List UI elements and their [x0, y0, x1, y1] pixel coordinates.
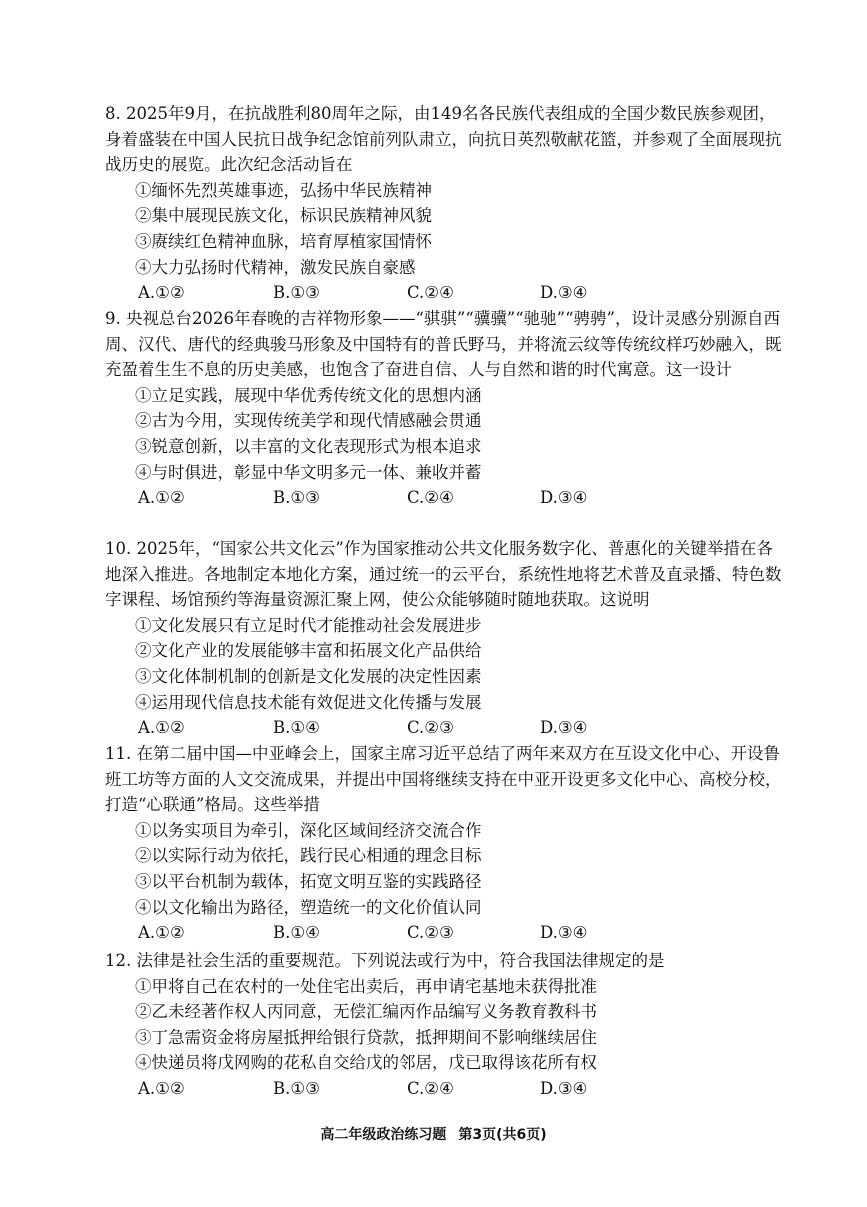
footer-page-number: 第3页(共6页) — [458, 1127, 547, 1143]
choice-b[interactable]: B.①④ — [273, 718, 320, 738]
statement-2: ②乙未经著作权人丙同意，无偿汇编丙作品编写义务教育教科书 — [135, 1002, 597, 1022]
question-stem: 9. 央视总台2026年春晚的吉祥物形象——“骐骐”“骥骥”“驰驰”“骋骋”，设计灵感分别源自西周、汉代、唐代的经典骏马形象及中国特有的普氏野马，并将流云纹等传统纹样巧妙融入，既充盈着生生不息的历史美感，也饱含了奋进自信、人与自然和谐的时代寓意。这一设计 — [105, 309, 782, 380]
choice-d[interactable]: D.③④ — [540, 488, 588, 508]
statement-4: ④与时俱进，彰显中华文明多元一体、兼收并蓄 — [135, 462, 482, 482]
statement-4: ④快递员将戊网购的花私自交给戊的邻居，戊已取得该花所有权 — [135, 1053, 597, 1073]
question-stem: 12. 法律是社会生活的重要规范。下列说法或行为中，符合我国法律规定的是 — [105, 951, 665, 970]
statement-2: ②古为今用，实现传统美学和现代情感融会贯通 — [135, 411, 482, 431]
question-10 — [105, 536, 785, 741]
question-12 — [105, 948, 785, 1102]
choice-b[interactable]: B.①③ — [273, 283, 320, 303]
statement-2: ②以实际行动为依托，践行民心相通的理念目标 — [135, 846, 482, 866]
statement-3: ③赓续红色精神血脉，培育厚植家国情怀 — [135, 231, 432, 251]
choice-c[interactable]: C.②③ — [407, 923, 454, 943]
statement-1: ①立足实践，展现中华优秀传统文化的思想内涵 — [135, 385, 482, 405]
statement-2: ②集中展现民族文化，标识民族精神风貌 — [135, 206, 432, 226]
choice-d[interactable]: D.③④ — [540, 923, 588, 943]
choice-d[interactable]: D.③④ — [540, 1078, 588, 1098]
statement-1: ①甲将自己在农村的一处住宅出卖后，再申请宅基地未获得批准 — [135, 976, 597, 996]
statement-3: ③以平台机制为载体，拓宽文明互鉴的实践路径 — [135, 871, 482, 891]
choice-c[interactable]: C.②③ — [407, 718, 454, 738]
statement-3: ③文化体制机制的创新是文化发展的决定性因素 — [135, 666, 482, 686]
statement-4: ④以文化输出为路径，塑造统一的文化价值认同 — [135, 897, 482, 917]
choice-a[interactable]: A.①② — [138, 1078, 185, 1098]
choice-a[interactable]: A.①② — [138, 718, 185, 738]
choice-row — [105, 1076, 785, 1102]
question-stem: 11. 在第二届中国—中亚峰会上，国家主席习近平总结了两年来双方在互设文化中心、开设鲁班工坊等方面的人文交流成果，并提出中国将继续支持在中亚开设更多文化中心、高校分校，打造“心联通”格局。这些举措 — [105, 744, 782, 815]
choice-a[interactable]: A.①② — [138, 923, 185, 943]
choice-c[interactable]: C.②④ — [407, 1078, 454, 1098]
question-11 — [105, 741, 785, 946]
choice-d[interactable]: D.③④ — [540, 718, 588, 738]
question-stem: 10. 2025年，“国家公共文化云”作为国家推动公共文化服务数字化、普惠化的关键举措在各地深入推进。各地制定本地化方案，通过统一的云平台，系统性地将艺术普及直录播、特色数字课程、场馆预约等海量资源汇聚上网，使公众能够随时随地获取。这说明 — [105, 539, 782, 610]
choice-b[interactable]: B.①③ — [273, 1078, 320, 1098]
question-8 — [105, 101, 785, 306]
choice-row — [105, 280, 785, 306]
statement-3: ③锐意创新，以丰富的文化表现形式为根本追求 — [135, 436, 482, 456]
choice-row — [105, 715, 785, 741]
choice-d[interactable]: D.③④ — [540, 283, 588, 303]
choice-a[interactable]: A.①② — [138, 488, 185, 508]
statement-1: ①缅怀先烈英雄事迹，弘扬中华民族精神 — [135, 180, 432, 200]
choice-a[interactable]: A.①② — [138, 283, 185, 303]
page-footer — [0, 1124, 867, 1144]
choice-b[interactable]: B.①③ — [273, 488, 320, 508]
choice-c[interactable]: C.②④ — [407, 283, 454, 303]
question-9 — [105, 306, 785, 511]
statement-4: ④运用现代信息技术能有效促进文化传播与发展 — [135, 692, 482, 712]
choice-row — [105, 485, 785, 511]
statement-1: ①以务实项目为牵引，深化区域间经济交流合作 — [135, 820, 482, 840]
footer-title: 高二年级政治练习题 — [320, 1127, 447, 1143]
statement-1: ①文化发展只有立足时代才能推动社会发展进步 — [135, 615, 482, 635]
question-stem: 8. 2025年9月，在抗战胜利80周年之际，由149名各民族代表组成的全国少数民族参观团，身着盛装在中国人民抗日战争纪念馆前列队肃立，向抗日英烈敬献花篮，并参观了全面展现抗战历史的展览。此次纪念活动旨在 — [105, 104, 782, 175]
choice-c[interactable]: C.②④ — [407, 488, 454, 508]
statement-3: ③丁急需资金将房屋抵押给银行贷款，抵押期间不影响继续居住 — [135, 1027, 597, 1047]
statement-4: ④大力弘扬时代精神，激发民族自豪感 — [135, 257, 416, 277]
choice-row — [105, 920, 785, 946]
choice-b[interactable]: B.①④ — [273, 923, 320, 943]
statement-2: ②文化产业的发展能够丰富和拓展文化产品供给 — [135, 641, 482, 661]
